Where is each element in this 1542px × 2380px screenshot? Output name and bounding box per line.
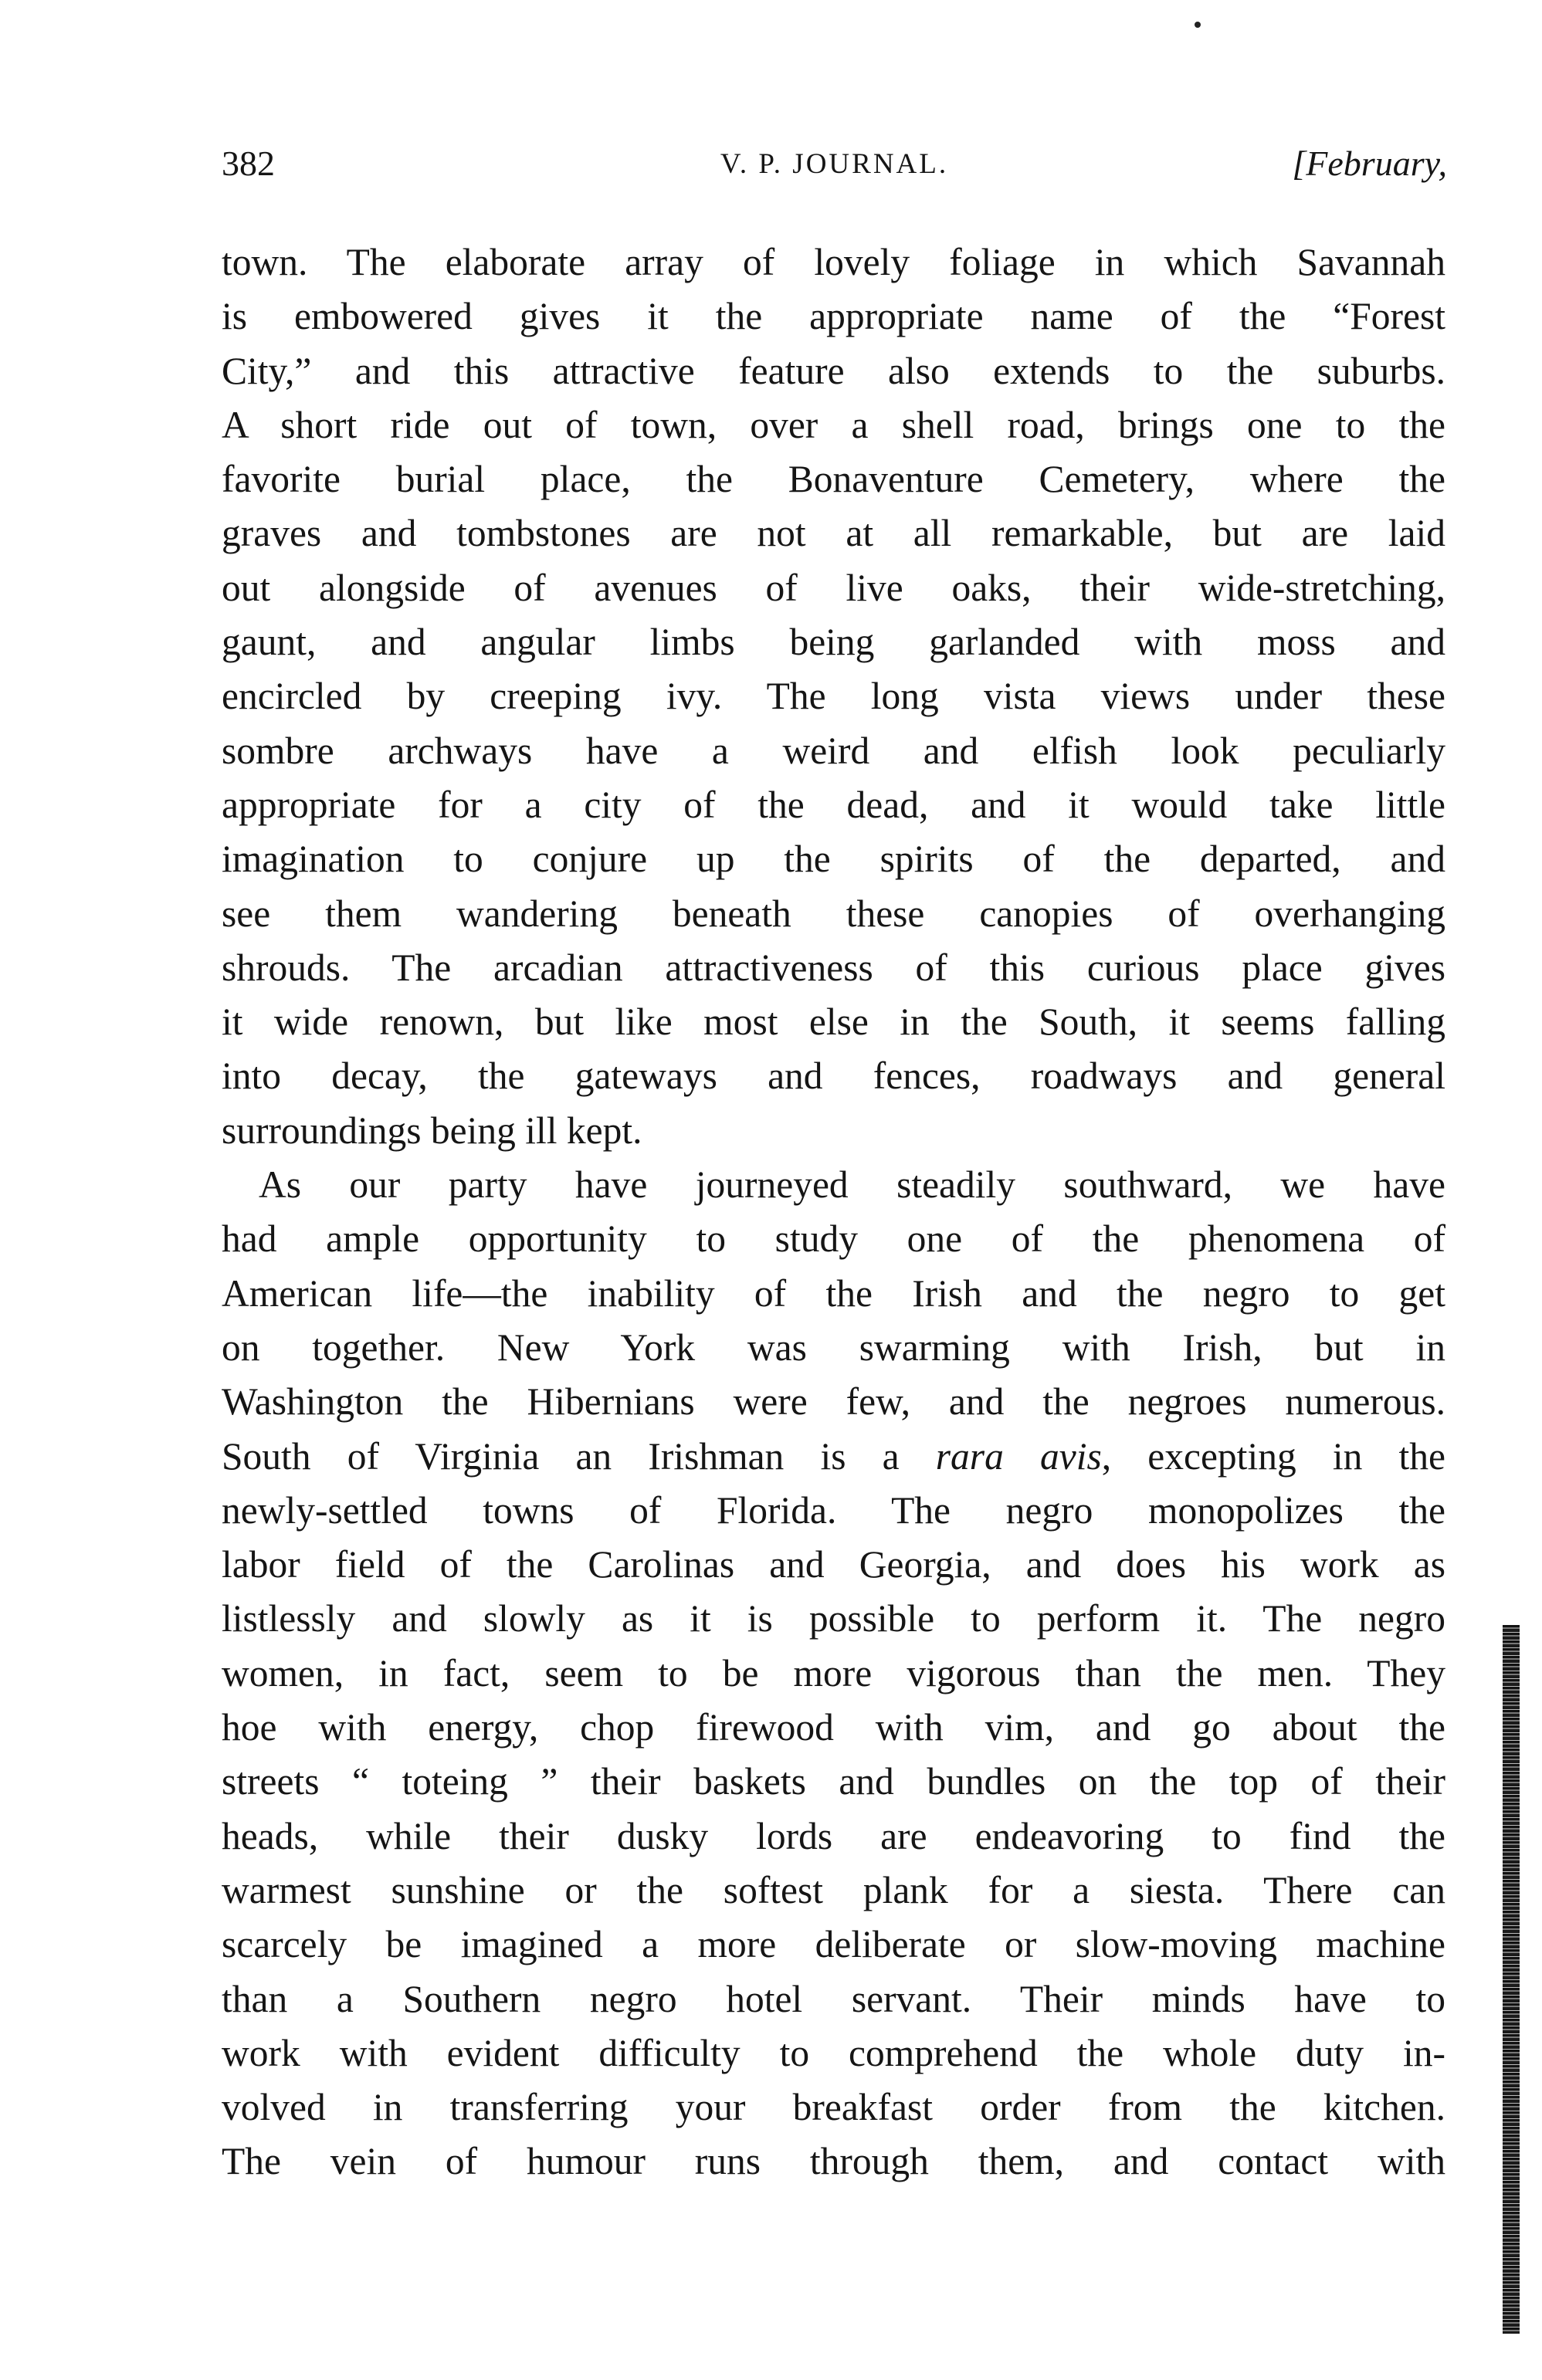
text-line: than a Southern negro hotel servant. Their minds have to (222, 1977, 1445, 2020)
text-line: on together. New York was swarming with Irish, but in (222, 1325, 1445, 1369)
text-line: scarcely be imagined a more deliberate or slow-moving machine (222, 1923, 1445, 1966)
text-line: work with evident difficulty to comprehend the whole duty in- (222, 2031, 1445, 2074)
text-line: The vein of humour runs through them, and contact with (222, 2140, 1445, 2183)
running-title: V. P. JOURNAL. (720, 148, 949, 180)
ink-speck (1195, 22, 1201, 28)
body-text (222, 235, 1445, 2189)
text-line: newly-settled towns of Florida. The negro monopolizes the (222, 1488, 1445, 1532)
text-line: City,” and this attractive feature also extends to the suburbs. (222, 349, 1445, 392)
text-line: A short ride out of town, over a shell road, brings one to the (222, 403, 1445, 446)
text-line: American life—the inability of the Irish and the negro to get (222, 1271, 1445, 1315)
text-line: it wide renown, but like most else in the South, it seems falling (222, 1000, 1445, 1044)
text-line: sombre archways have a weird and elfish look peculiarly (222, 729, 1445, 772)
text-line: out alongside of avenues of live oaks, their wide-stretching, (222, 566, 1445, 609)
text-line: gaunt, and angular limbs being garlanded with moss and (222, 621, 1445, 664)
page-edge-binding (1503, 1625, 1520, 2334)
text-line: see them wandering beneath these canopies of overhanging (222, 892, 1445, 935)
text-line: appropriate for a city of the dead, and it would take little (222, 783, 1445, 826)
text-line: women, in fact, seem to be more vigorous than the men. They (222, 1651, 1445, 1694)
text-line: graves and tombstones are not at all remarkable, but are laid (222, 512, 1445, 555)
text-line: favorite burial place, the Bonaventure Cemetery, where the (222, 458, 1445, 501)
text-line: is embowered gives it the appropriate name of the “Forest (222, 295, 1445, 338)
text-line: surroundings being ill kept. (222, 1109, 642, 1152)
page-number: 382 (222, 144, 275, 183)
text-line: As our party have journeyed steadily southward, we have (259, 1163, 1445, 1207)
running-month: [February, (1292, 144, 1447, 183)
text-line: volved in transferring your breakfast order from the kitchen. (222, 2086, 1445, 2129)
text-line: heads, while their dusky lords are endeavoring to find the (222, 1814, 1445, 1857)
text-line: streets “ toteing ” their baskets and bundles on the top of their (222, 1760, 1445, 1803)
text-line: listlessly and slowly as it is possible to perform it. The negro (222, 1597, 1445, 1640)
text-line: encircled by creeping ivy. The long vista views under these (222, 675, 1445, 718)
text-line: town. The elaborate array of lovely foliage in which Savannah (222, 241, 1445, 283)
running-header (222, 143, 1447, 189)
text-line: had ample opportunity to study one of the phenomena of (222, 1217, 1445, 1261)
text-line: Washington the Hibernians were few, and the negroes numerous. (222, 1380, 1445, 1424)
text-line: shrouds. The arcadian attractiveness of this curious place gives (222, 946, 1445, 989)
text-line: warmest sunshine or the softest plank for a siesta. There can (222, 1868, 1445, 1911)
text-line: hoe with energy, chop firewood with vim, and go about the (222, 1706, 1445, 1749)
text-line: South of Virginia an Irishman is a rara avis, excepting in the (222, 1434, 1445, 1478)
text-line: imagination to conjure up the spirits of the departed, and (222, 838, 1445, 881)
text-line: labor field of the Carolinas and Georgia, and does his work as (222, 1543, 1445, 1586)
text-line: into decay, the gateways and fences, roadways and general (222, 1055, 1445, 1098)
